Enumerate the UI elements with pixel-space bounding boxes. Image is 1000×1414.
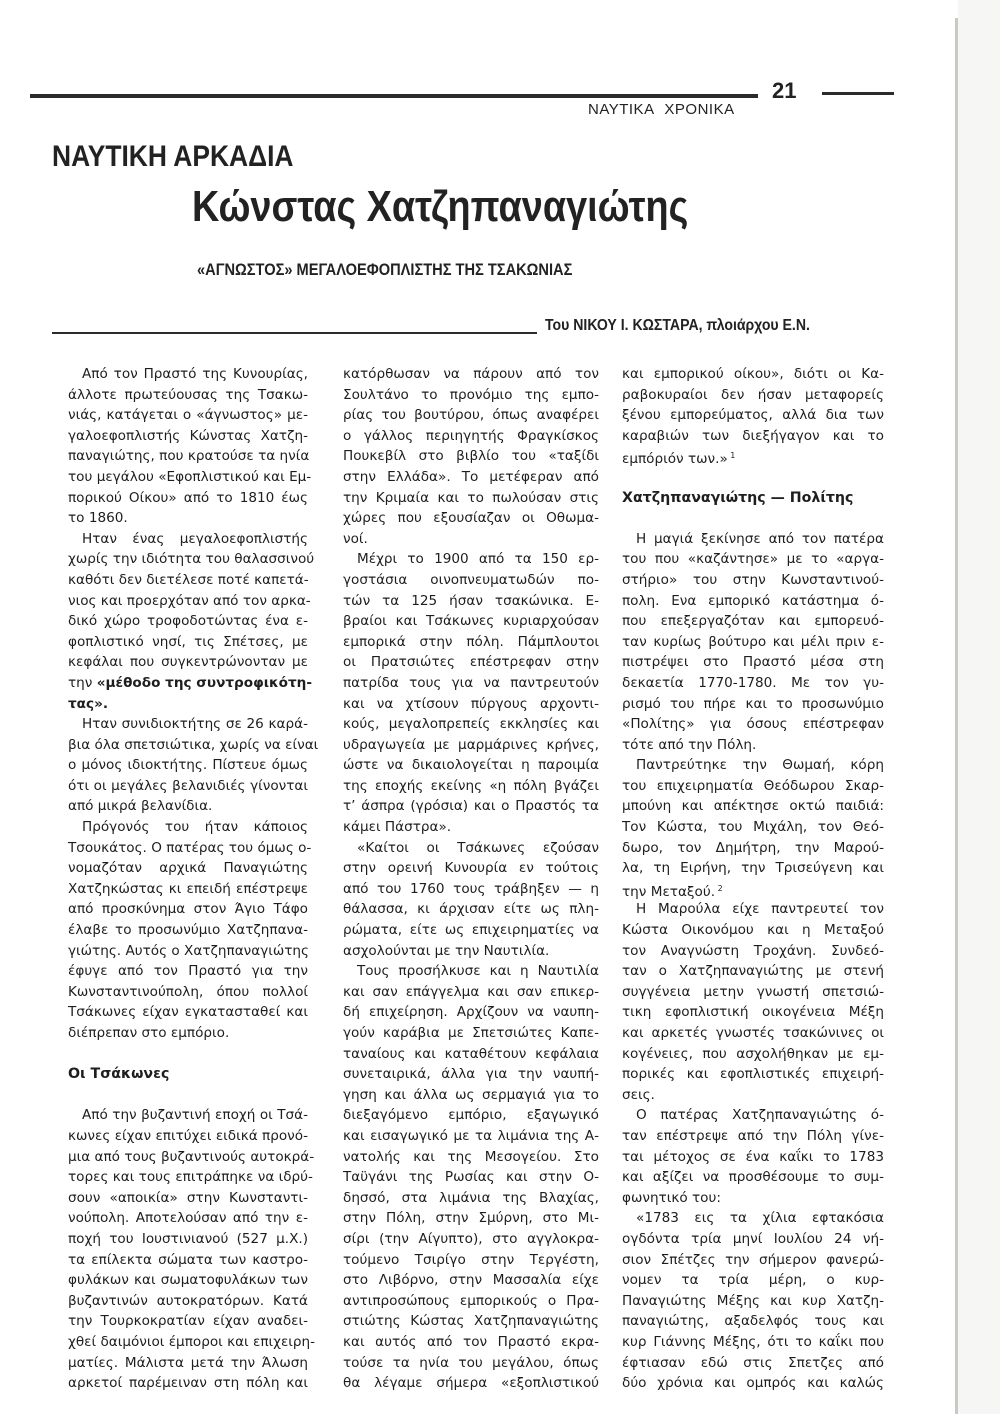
text-line: παναγιώτης, που κρατούσε τα ηνία — [68, 448, 310, 465]
text-line: άλλοτε πρωτεύουσας της Τσακω- — [68, 386, 308, 403]
text-line: Τσουκάτος. Ο πατέρας του όμως ο- — [68, 839, 312, 856]
text-line: «Πολίτης» για όσους επέστρεφαν — [622, 716, 884, 733]
text-line: ποχή του Ιουστινιανού (527 μ.Χ.) — [68, 1230, 308, 1247]
text-line: δεκαετία 1770-1780. Με τον γυ- — [622, 674, 884, 691]
text-line: γηση και άλλα ως σερμαγιά για το — [343, 1086, 599, 1103]
text-line: ματίες. Μάλιστα μετά την Άλωση — [68, 1354, 308, 1371]
text-line: παναγιώτης, αξαδελφός τους και — [622, 1313, 884, 1330]
text-line: τών τα 125 ήσαν τσακώνικα. Ε- — [343, 592, 599, 609]
text-line: την «μέθοδο της συντροφικότη- — [68, 674, 312, 691]
text-line: νούπολη. Αποτελούσαν από την ε- — [68, 1210, 308, 1227]
section-kicker: ΝΑΥΤΙΚΗ ΑΡΚΑΔΙΑ — [52, 140, 294, 173]
text-line: κογένειες, που ασχολήθηκαν με εμ- — [622, 1045, 884, 1062]
text-line: ταν επέστρεψε από την Πόλη γίνε- — [622, 1127, 884, 1144]
text-line: κούς, μεγαλοπρεπείς εκκλησίες και — [343, 716, 599, 733]
text-line: πολη. Ενα εμπορικό κατάστημα ό- — [622, 592, 884, 609]
text-line: του μεγάλου «Εφοπλιστικού και Εμ- — [68, 468, 312, 485]
text-line: Πουκεβίλ στο βιβλίο του «ταξίδι — [343, 448, 599, 465]
text-line: Κώστα Οικονόμου και η Μεταξού — [622, 922, 884, 939]
text-line: τας». — [68, 695, 109, 712]
text-line: ο μόνος ιδιοκτήτης. Πίστευε όμως — [68, 757, 308, 774]
text-line: Ταϋγάνι της Ρωσίας και στην Ο- — [343, 1169, 599, 1186]
subheading: Οι Τσάκωνες — [68, 1066, 170, 1083]
text-line: ο γάλλος περιηγητής Φραγκίσκος — [343, 427, 599, 444]
text-line: από του 1760 τους τράβηξεν — η — [343, 880, 599, 897]
text-line: έφυγε από τον Πραστό για την — [68, 963, 308, 980]
text-line: χθεί δαιμόνιοι έμποροι και επιχειρη- — [68, 1333, 316, 1350]
text-line: «1783 εις τα χίλια εφτακόσια — [636, 1210, 884, 1227]
article-subtitle: «ΑΓΝΩΣΤΟΣ» ΜΕΓΑΛΟΕΦΟΠΛΙΣΤΗΣ ΤΗΣ ΤΣΑΚΩΝΙΑΣ — [197, 260, 573, 279]
text-line: στήριο» του στην Κωνσταντινού- — [622, 571, 884, 588]
text-line: σουν «αποικία» στην Κωνσταντι- — [68, 1189, 308, 1206]
text-line: και αυτός από τον Πραστό εκρα- — [343, 1333, 599, 1350]
running-head: ΝΑΥΤΙΚΑ ΧΡΟΝΙΚΑ — [588, 101, 735, 118]
text-line: στην Πόλη, στην Σμύρνη, στο Μι- — [343, 1210, 599, 1227]
text-line: ρώματα, είτε ως επιχειρηματίες να — [343, 922, 599, 939]
text-line: τούσε τα ηνία του μεγάλου, όπως — [343, 1354, 599, 1371]
page-edge-line — [955, 18, 958, 1414]
text-line: Κωνσταντινούπολη, όπου πολλοί — [68, 983, 308, 1000]
text-line: θα λέγαμε σήμερα «εξοπλιστικού — [343, 1375, 599, 1392]
text-line: στιώτης Κώστας Χατζηπαναγιώτης — [343, 1313, 599, 1330]
text-line: κεφάλαι που συγκεντρώνονταν με — [68, 654, 308, 671]
text-line: Από τον Πραστό της Κυνουρίας, — [82, 366, 308, 382]
text-line: στην Ελλάδα». Το μετέφεραν από — [343, 468, 599, 485]
text-line: και σαν επάγγελμα και σαν επικερ- — [343, 983, 599, 1000]
text-line: τούμενο Τσιρίγο στην Τεργέστη, — [343, 1251, 599, 1268]
text-line: Παντρεύτηκε την Θωμαή, κόρη — [636, 757, 884, 774]
text-line: την Κριμαία και το πωλούσαν στις — [343, 489, 599, 506]
text-line: και αρκετές γνωστές τσακώνινες οι — [622, 1025, 884, 1041]
text-line: εμπορικά στην πόλη. Πάμπλουτοι — [343, 633, 599, 650]
text-line: την Μεταξού. $^2$ — [622, 883, 723, 900]
text-line: έφτιασαν εδώ στις Σπετζες από — [622, 1354, 884, 1371]
text-line: «Καίτοι οι Τσάκωνες εζούσαν — [357, 839, 599, 856]
text-line: δύο χρόνια και ομπρός και καλώς — [622, 1375, 884, 1392]
text-line: ταναίους και καταθέτουν κεφάλαια — [343, 1045, 599, 1062]
text-line: νιάς, κατάγεται ο «άγνωστος» με- — [68, 407, 308, 424]
text-line: βραίοι και Τσάκωνες κυριαρχούσαν — [343, 613, 599, 630]
text-line: την Τουρκοκρατίαν είχαν αναδει- — [68, 1313, 308, 1330]
text-line: αντιπροσώπους εμπορικούς ο Πρα- — [343, 1292, 599, 1309]
text-line: λα, τη Ειρήνη, την Τρισεύγενη και — [622, 860, 884, 877]
text-line: Τον Κώστα, του Μιχάλη, τον Θεό- — [622, 819, 884, 836]
text-line: πορικού Οίκου» από το 1810 έως — [68, 489, 308, 506]
text-line: Πρόγονός του ήταν κάποιος — [82, 819, 308, 836]
text-line: Σουλτάνο το προνόμιο της εμπο- — [343, 386, 599, 403]
text-line: ραβοκυραίοι δεν ήσαν μεταφορείς — [622, 386, 884, 403]
text-line: γοστάσια οινοπνευματωδών πο- — [343, 571, 599, 588]
text-line: ξένου εμπορεύματος, αλλά δια των — [622, 407, 884, 424]
text-line: ταν κυρίως βούτυρο και μέλι πριν ε- — [622, 633, 884, 650]
footnote-marker: 1 — [727, 451, 736, 461]
text-line: ασχολούνται με την Ναυτιλία. — [343, 942, 550, 959]
text-line: από μικρά βελανίδια. — [68, 798, 213, 815]
header-rule-left — [30, 94, 758, 98]
text-line: το 1860. — [68, 510, 128, 527]
text-line: τον Αναγνώστη Τροχάνη. Συνδεό- — [622, 942, 884, 959]
text-line: ρισμό του πήρε και το προσωνύμιο — [622, 695, 884, 712]
text-line: φοπλιστικό νησί, τις Σπέτσες, με — [68, 633, 308, 650]
text-line: νατολής και της Μεσογείου. Στο — [343, 1148, 599, 1165]
text-line: δή επιχείρηση. Αρχίζουν να ναυπη- — [343, 1004, 599, 1021]
text-line: τικη εφοπλιστική οικογένεια Μέξη — [622, 1004, 884, 1021]
text-line: και αξίζει να προσθέσουμε το συμ- — [622, 1169, 884, 1186]
text-line: εμπόριόν των.» $^1$ — [622, 451, 736, 468]
text-line: κωνες είχαν επιτύχει ειδικά προνό- — [68, 1127, 308, 1144]
text-line: ταν ο Χατζηπαναγιώτης με στενή — [622, 963, 884, 980]
text-line: φωνητικό του: — [622, 1189, 721, 1206]
text-line: σεις. — [622, 1086, 655, 1103]
header-rule-right — [822, 92, 894, 95]
text-line: χώρες που εξουσίαζαν οι Οθωμα- — [343, 510, 599, 527]
text-line: νοί. — [343, 530, 368, 547]
text-line: αρκετοί παρέμειναν στη πόλη και — [68, 1375, 308, 1392]
text-line: Η Μαρούλα είχε παντρευτεί τον — [636, 901, 884, 918]
scan-margin — [958, 0, 1000, 1414]
article-title: Κώνστας Χατζηπαναγιώτης — [192, 182, 689, 231]
text-line: και να χτίσουν πύργους αρχοντι- — [343, 695, 599, 712]
text-line: Χατζηκώστας κι επειδή επέστρεψε — [68, 880, 308, 897]
text-line: διεξαγόμενο εμπόριο, εξαγωγικό — [343, 1107, 599, 1124]
text-line: Παναγιώτης Μέξης και κυρ Χατζη- — [622, 1292, 884, 1309]
text-column-3 — [622, 364, 884, 1394]
text-line: που επεξεργαζόταν και εμπορευό- — [622, 613, 884, 630]
text-line: ώστε να δικαιολογείται η παροιμία — [343, 757, 599, 774]
text-line: πιστρέψει στο Πραστό μέσα στη — [622, 654, 884, 671]
text-line: Η μαγιά ξεκίνησε από τον πατέρα — [636, 530, 884, 547]
text-column-2 — [343, 364, 599, 1394]
text-line: τα επίλεκτα σώματα των καστρο- — [68, 1251, 308, 1268]
text-line: γιώτης. Αυτός ο Χατζηπαναγιώτης — [68, 942, 310, 959]
text-line: συγγένεια μετην γνωστή σπετσιώ- — [622, 983, 884, 1000]
text-line: τότε από την Πόλη. — [622, 736, 757, 753]
text-column-1 — [68, 364, 319, 1394]
text-line: διέπρεπαν στο εμπόριο. — [68, 1025, 230, 1041]
text-line: φυλάκων και σωματοφυλάκων των — [68, 1272, 308, 1289]
text-line: Από την βυζαντινή εποχή οι Τσά- — [82, 1107, 308, 1124]
text-line: πατρίδα τους για να παντρευτούν — [343, 674, 599, 691]
text-line: καθότι δεν διετέλεσε ποτέ καπετά- — [68, 571, 309, 588]
text-line: Τους προσήλκυσε και η Ναυτιλία — [357, 963, 599, 980]
text-line: κυρ Γιάννης Μέξης, ότι το καΐκι που — [622, 1333, 884, 1350]
text-line: υδραγωγεία με μαρμάρινες κρήνες, — [343, 736, 599, 753]
text-line: δησσό, στα λιμάνια της Βλαχίας, — [343, 1189, 599, 1206]
text-line: τ’ άσπρα (γρόσια) και ο Πραστός τα — [343, 798, 599, 815]
text-line: θάλασσα, κι άρχισαν είτε ως πλη- — [343, 901, 599, 918]
text-line: οι Πρατσιώτες επέστρεφαν στην — [343, 654, 599, 671]
text-line: Ηταν συνιδιοκτήτης σε 26 καρά- — [82, 716, 308, 733]
text-line: γαλοεφοπλιστής Κώνστας Χατζη- — [68, 427, 308, 444]
text-line: Ηταν ένας μεγαλοεφοπλιστής — [82, 530, 308, 547]
text-line: βυζαντινών αυτοκρατόρων. Κατά — [68, 1292, 308, 1309]
emphasis: «μέθοδο της συντροφικότη- — [96, 674, 312, 691]
text-line: νομαζόταν αρχικά Παναγιώτης — [68, 860, 308, 877]
text-line: ται μέτοχος σε ένα καΐκι το 1783 — [622, 1148, 884, 1165]
text-line: της εποχής εκείνης «η πόλη βγάζει — [343, 777, 599, 794]
footnote-marker: 2 — [715, 883, 723, 893]
text-line: τορες και τους επιτράπηκε να ιδρύ- — [68, 1169, 313, 1186]
text-line: βια όλα σπετσιώτικα, χωρίς να είναι — [68, 736, 319, 753]
text-line: στην ορεινή Κυνουρία εν τούτοις — [343, 860, 599, 877]
text-line: κάμει Πάστρα». — [343, 819, 452, 836]
text-line: νιος και προερχόταν από τον αρκα- — [68, 592, 311, 609]
text-line: ότι οι μεγάλες βελανιδιές γίνονται — [68, 777, 308, 794]
text-line: σίρι (την Αίγυπτο), στο αγγλοκρα- — [343, 1230, 599, 1247]
text-line: χωρίς την ιδιότητα του θαλασσινού — [68, 551, 315, 568]
text-line: και εμπορικού οίκου», διότι οι Κα- — [622, 366, 884, 382]
text-line: Μέχρι το 1900 από τα 150 ερ- — [357, 551, 599, 568]
text-line: μπούνη και απέκτησε οκτώ παιδιά: — [622, 798, 884, 815]
text-line: έλαβε το προσωνύμιο Χατζηπανα- — [68, 922, 308, 939]
text-line: συνεταιρικά, άλλα για την ναυπή- — [343, 1066, 599, 1083]
text-line: Ο πατέρας Χατζηπαναγιώτης ό- — [636, 1107, 884, 1124]
byline: Του ΝΙΚΟΥ Ι. ΚΩΣΤΑΡΑ, πλοιάρχου Ε.Ν. — [545, 317, 810, 334]
subheading: Χατζηπαναγιώτης — Πολίτης — [622, 489, 854, 506]
text-line: μια από τους βυζαντινούς αυτοκρά- — [68, 1148, 315, 1165]
text-line: από προσκύνημα στον Άγιο Τάφο — [68, 901, 308, 918]
text-line: σιον Σπέτζες την σήμερον φανερώ- — [622, 1251, 884, 1268]
text-line: στο Λιβόρνο, στην Μασσαλία είχε — [343, 1272, 599, 1289]
text-line: πορικές και εφοπλιστικές επιχειρή- — [622, 1066, 884, 1083]
text-line: δικό χώρο τροφοδοτώντας ένα ε- — [68, 613, 308, 630]
text-line: νομεν τα τρία μέρη, ο κυρ- — [622, 1272, 884, 1289]
page-number: 21 — [772, 78, 797, 103]
byline-rule — [52, 332, 537, 334]
text-line: του επιχειρηματία Θεόδωρου Σκαρ- — [622, 777, 884, 794]
text-line: καραβιών των διεξήγαγον και το — [622, 427, 884, 444]
text-line: και εισαγωγικό με τα λιμάνια της Α- — [343, 1127, 599, 1144]
text-line: ογδόντα τρία μηνί Ιουλίου 24 νή- — [622, 1230, 884, 1247]
text-line: δωρο, τον Δημήτρη, την Μαρού- — [622, 839, 884, 856]
text-line: γούν καράβια με Σπετσιώτες Καπε- — [343, 1025, 599, 1041]
text-line: Τσάκωνες είχαν εγκατασταθεί και — [68, 1004, 308, 1021]
text-line: κατόρθωσαν να πάρουν από τον — [343, 366, 599, 382]
text-line: ρίας του βουτύρου, όπως αναφέρει — [343, 407, 599, 424]
text-line: του που «καζάντησε» με το «αργα- — [622, 551, 884, 568]
